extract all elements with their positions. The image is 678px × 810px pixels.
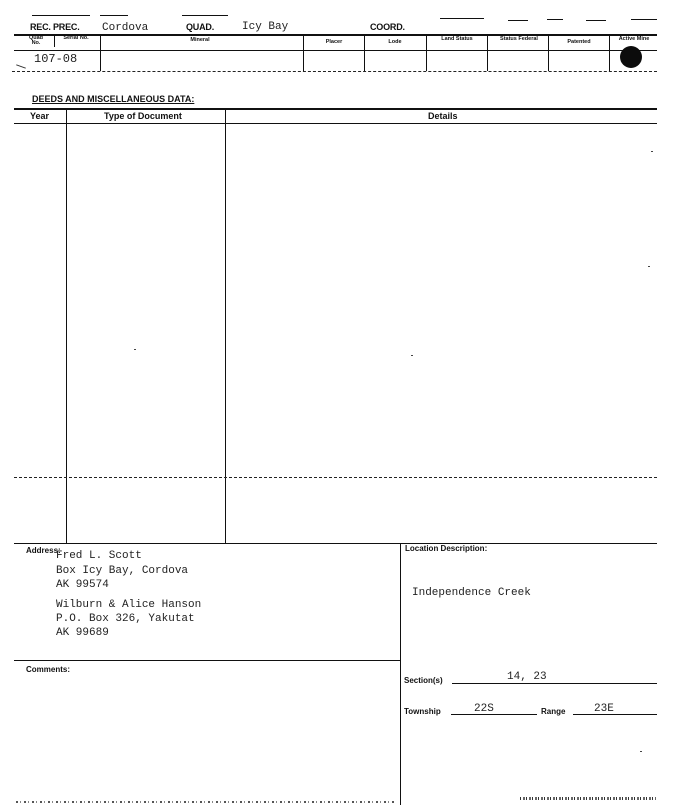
address-line: Box Icy Bay, Cordova: [56, 565, 189, 577]
serial-no-header: Serial No.: [63, 35, 89, 41]
section-label: Section(s): [404, 676, 443, 685]
address-label: Address:: [26, 546, 61, 555]
scan-noise: [16, 801, 396, 803]
address-line: P.O. Box 326, Yakutat: [56, 613, 195, 625]
coord-label: COORD.: [370, 22, 405, 32]
township-value: 22S: [474, 703, 494, 715]
address-line: AK 99689: [56, 627, 109, 639]
range-label: Range: [541, 707, 566, 716]
deeds-title: DEEDS AND MISCELLANEOUS DATA:: [32, 94, 195, 104]
location-value: Independence Creek: [412, 587, 531, 599]
year-header: Year: [30, 111, 50, 121]
section-value: 14, 23: [507, 671, 547, 683]
patented-header: Patented: [567, 39, 591, 45]
rec-prec-value: Cordova: [102, 22, 149, 34]
placer-header: Placer: [325, 39, 343, 45]
lode-header: Lode: [388, 39, 402, 45]
mineral-header: Mineral: [190, 37, 210, 43]
rec-prec-label: REC. PREC.: [30, 22, 80, 32]
address-line: AK 99574: [56, 579, 109, 591]
address-line: Fred L. Scott: [56, 550, 142, 562]
quad-serial-value: 107-08: [34, 52, 78, 66]
comments-label: Comments:: [26, 665, 71, 674]
range-value: 23E: [594, 703, 614, 715]
quad-label: QUAD.: [186, 22, 214, 32]
address-line: Wilburn & Alice Hanson: [56, 599, 202, 611]
quad-value: Icy Bay: [242, 21, 289, 33]
details-header: Details: [428, 111, 458, 121]
scan-noise: [520, 797, 656, 800]
location-label: Location Description:: [405, 544, 488, 553]
type-of-document-header: Type of Document: [104, 111, 182, 121]
status-federal-header: Status Federal: [500, 36, 538, 42]
active-header: Active Mine: [618, 36, 650, 42]
township-label: Township: [404, 707, 441, 716]
active-marker-icon: [620, 46, 642, 68]
quad-no-header: Quad No.: [28, 35, 44, 46]
land-status-header: Land Status: [441, 36, 473, 42]
